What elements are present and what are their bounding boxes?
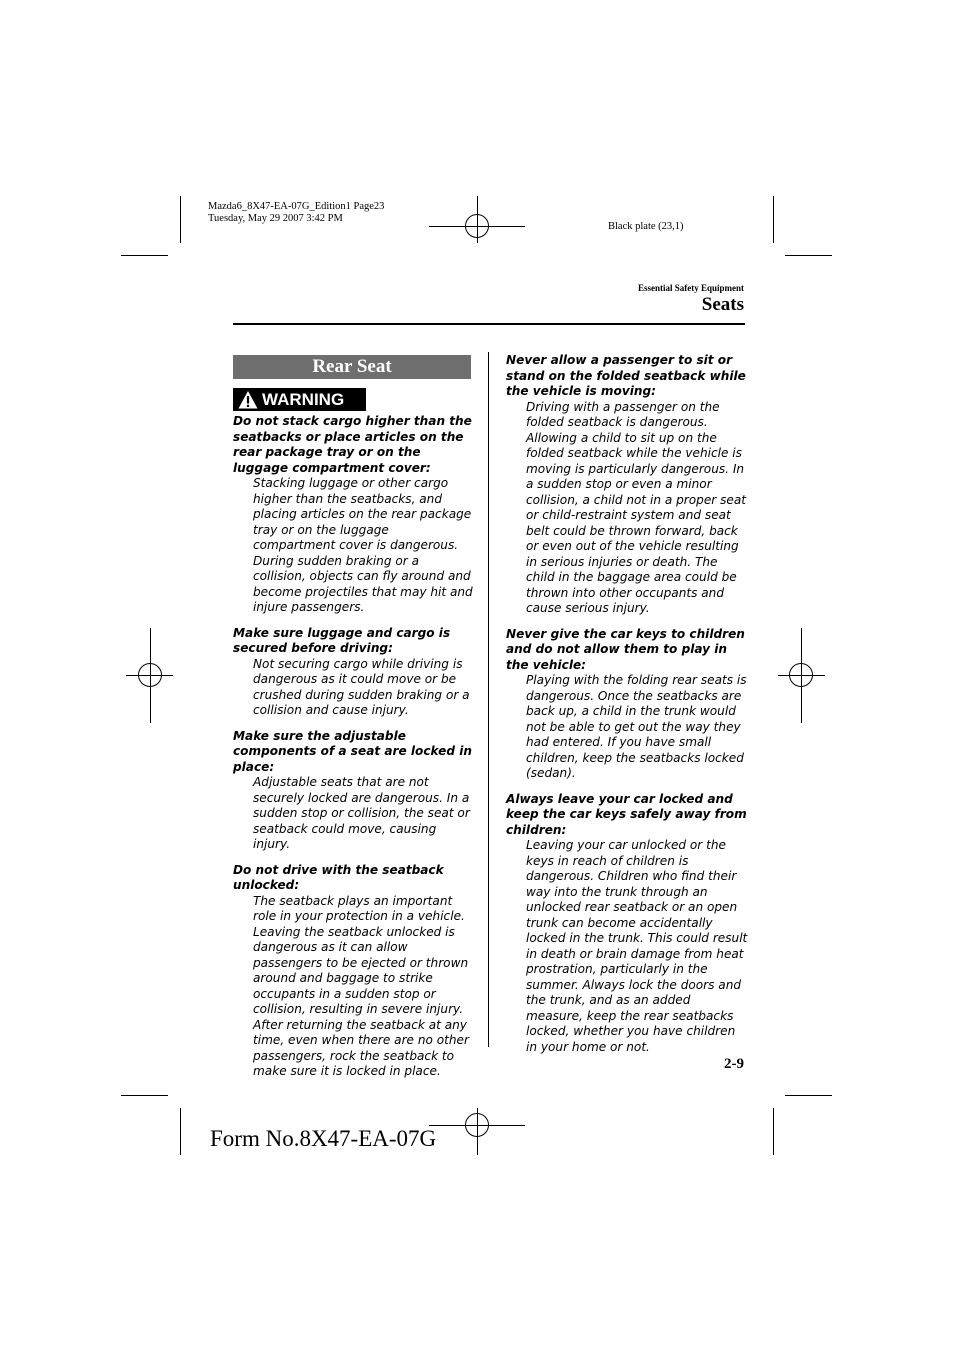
warning-item — [233, 863, 473, 1080]
warning-item — [506, 792, 748, 1056]
warning-body: Stacking luggage or other cargo higher than the seatbacks, and placing articles on the rear package tray or on the luggage compartment cover is dangerous. During sudden braking or a collision, objects can fly around and become projectiles that may hit and injure passengers. — [253, 476, 473, 614]
warning-triangle-icon — [238, 390, 258, 410]
warning-item — [233, 626, 473, 719]
plate-label: Black plate (23,1) — [608, 221, 684, 232]
warning-heading: Never allow a passenger to sit or stand on the folded seatback while the vehicle is moving: — [506, 353, 746, 398]
warning-body: Adjustable seats that are not securely locked are dangerous. In a sudden stop or collision, the seat or seatback could move, causing injury. — [253, 775, 470, 851]
page-title: Seats — [701, 294, 744, 315]
print-metadata — [208, 201, 384, 225]
date-line: Tuesday, May 29 2007 3:42 PM — [208, 213, 343, 224]
warning-label: WARNING — [262, 389, 345, 409]
warning-item — [233, 414, 473, 616]
warning-body: Playing with the folding rear seats is dangerous. Once the seatbacks are back up, a child in the trunk would not be able to get out the way they had entered. If you have small children, keep the seatbacks locked (sedan). — [526, 673, 747, 780]
warning-item — [506, 353, 748, 617]
warning-heading: Do not stack cargo higher than the seatbacks or place articles on the rear package tray or on the luggage compartment cover: — [233, 414, 472, 475]
warning-body: Leaving your car unlocked or the keys in reach of children is dangerous. Children who find their way into the trunk through an unlocked rear seatback or an open trunk can become accidentally locked in the trunk. This could result in death or brain damage from heat prostration, particularly in the summer. Always lock the doors and the trunk, and as an added measure, keep the rear seatbacks locked, whether you have children in your home or not. — [526, 838, 748, 1054]
warning-heading: Do not drive with the seatback unlocked: — [233, 862, 444, 892]
page-number: 2-9 — [724, 1056, 744, 1072]
warning-body: The seatback plays an important role in your protection in a vehicle. Leaving the seatback unlocked is dangerous as it can allow passengers to be ejected or thrown around and baggage to strike occupants in a sudden stop or collision, resulting in severe injury. After returning the seatback at any time, even when there are no other passengers, rock the seatback to make sure it is locked in place. — [253, 893, 469, 1078]
warning-heading: Always leave your car locked and keep the car keys safely away from children: — [506, 791, 747, 837]
warning-body: Not securing cargo while driving is dangerous as it could move or be crushed during sudden braking or a collision and cause injury. — [253, 656, 470, 717]
form-number: Form No.8X47-EA-07G — [210, 1126, 437, 1151]
warning-heading: Never give the car keys to children and do not allow them to play in the vehicle: — [506, 626, 745, 672]
right-column — [506, 353, 748, 1065]
section-title: Rear Seat — [233, 355, 471, 379]
column-divider — [488, 352, 489, 1047]
warning-body: Driving with a passenger on the folded seatback is dangerous. Allowing a child to sit up on the folded seatback while the vehicle is moving is particularly dangerous. In a sudden stop or even a minor collision, a child not in a proper seat or child-restraint system and seat belt could be thrown forward, back or even out of the vehicle resulting in serious injuries or death. The child in the baggage area could be thrown into other occupants and cause serious injury. — [526, 399, 747, 615]
warning-item — [506, 627, 748, 782]
warning-badge — [233, 388, 366, 411]
left-column — [233, 414, 473, 1090]
warning-heading: Make sure luggage and cargo is secured before driving: — [233, 625, 451, 655]
chapter-category: Essential Safety Equipment — [637, 283, 744, 293]
header-rule — [233, 323, 745, 325]
warning-item — [233, 729, 473, 853]
warning-heading: Make sure the adjustable components of a seat are locked in place: — [233, 728, 472, 774]
file-line: Mazda6_8X47-EA-07G_Edition1 Page23 — [208, 201, 385, 212]
